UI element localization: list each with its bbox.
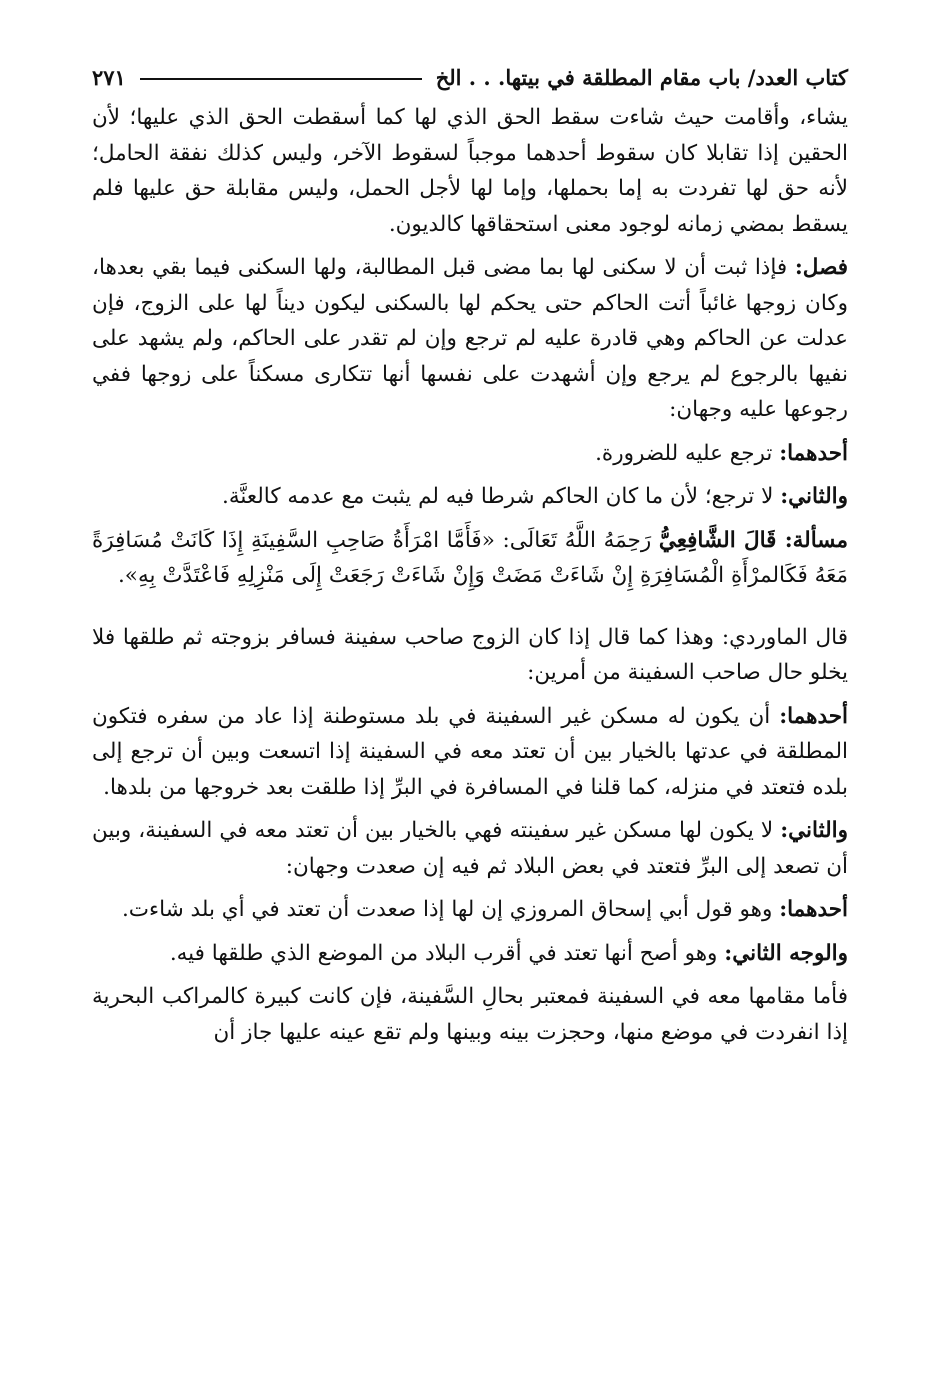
- book-page: [92, 60, 848, 1058]
- paragraph: [92, 100, 848, 242]
- paragraph-lead: أحدهما:: [779, 897, 848, 922]
- paragraph: [92, 479, 848, 515]
- paragraph-lead: أحدهما:: [779, 440, 848, 466]
- paragraph: [92, 892, 848, 928]
- paragraph: [92, 936, 848, 972]
- running-header: [92, 60, 848, 94]
- paragraph-lead: فصل:: [794, 255, 848, 280]
- paragraph: [92, 436, 848, 472]
- paragraph-text: فأما مقامها معه في السفينة فمعتبر بحالِ السَّفينة، فإن كانت كبيرة كالمراكب البحرية إذا انفردت في موضع منها، وحجزت بينه وبينها ولم تقع عينه عليها جاز أن: [92, 984, 848, 1045]
- paragraph-text: قال الماوردي: وهذا كما قال إذا كان الزوج صاحب سفينة فسافر بزوجته ثم طلقها فلا يخلو حال صاحب السفينة من أمرين:: [92, 624, 848, 685]
- paragraph-text: وهو قول أبي إسحاق المروزي إن لها إذا صعدت أن تعتد في أي بلد شاءت.: [121, 897, 773, 922]
- paragraph-text: لا يكون لها مسكن غير سفينته فهي بالخيار بين أن تعتد معه في السفينة، وبين أن تصعد إلى البرِّ فتعتد في بعض البلاد ثم فيه إن صعدت وجهان:: [92, 818, 848, 879]
- paragraph: [92, 813, 848, 884]
- paragraph: [92, 979, 848, 1050]
- paragraph: [92, 523, 848, 594]
- page-number: ٢٧١: [92, 64, 126, 90]
- section-gap: [92, 602, 848, 620]
- paragraph: [92, 620, 848, 691]
- paragraph-text: رَحِمَهُ اللَّهُ تَعَالَى: «فَأَمَّا امْرَأَةُ صَاحِبِ السَّفِينَةِ إِذَا كَانَتْ مُسَافِرَةً مَعَهُ فَكَالمرْأَةِ الْمُسَافِرَةِ إِنْ شَاءَتْ مَضَتْ وَإِنْ شَاءَتْ رَجَعَتْ إِلَى مَنْزِلِهِ فَاعْتَدَّتْ بِهِ».: [92, 527, 848, 588]
- paragraph-text: فإذا ثبت أن لا سكنى لها بما مضى قبل المطالبة، ولها السكنى فيما بقي بعدها، وكان زوجها غائباً أتت الحاكم حتى يحكم لها بالسكنى ليكون ديناً لها على الزوج، فإن عدلت عن الحاكم وهي قادرة عليه لم ترجع وإن لم تقدر على الحاكم، ولم يشهد على نفيها بالرجوع لم يرجع وإن أشهدت على نفسها أنها تتكارى مسكناً على زوجها ففي رجوعها عليه وجهان:: [92, 255, 848, 422]
- chapter-title: كتاب العدد/ باب مقام المطلقة في بيتها. . . الخ: [435, 64, 848, 90]
- paragraph-text: لا ترجع؛ لأن ما كان الحاكم شرطا فيه لم يثبت مع عدمه كالعنَّة.: [222, 484, 774, 509]
- paragraph: [92, 250, 848, 428]
- paragraph-lead: أحدهما:: [779, 703, 848, 729]
- paragraph-lead: والوجه الثاني:: [724, 940, 848, 966]
- paragraph-text: أن يكون له مسكن غير السفينة في بلد مستوطنة إذا عاد من سفره فتكون المطلقة في عدتها بالخيار بين أن تعتد معه في السفينة إذا اتسعت وبين أن ترجع إلى بلده فتعتد في منزله، كما قلنا في المسافرة في البرِّ إذا طلقت بعد خروجها من بلدها.: [92, 703, 848, 800]
- paragraph-text: يشاء، وأقامت حيث شاءت سقط الحق الذي لها كما أسقطت الحق الذي عليها؛ لأن الحقين إذا تقابلا كان سقوط أحدهما موجباً لسقوط الآخر، وليس كذلك نفقة الحامل؛ لأنه حق لها تفردت به إما بحملها، وإما لها لأجل الحمل، وليس مقابلة حق عليها فلم يسقط بمضي زمانه لوجود معنى استحقاقها كالديون.: [92, 105, 848, 237]
- paragraph: [92, 699, 848, 806]
- paragraph-text: وهو أصح أنها تعتد في أقرب البلاد من الموضع الذي طلقها فيه.: [169, 940, 718, 966]
- paragraph-lead: والثاني:: [780, 484, 848, 509]
- page-body: [92, 100, 848, 1050]
- paragraph-lead: مسألة: قَالَ الشَّافِعِيُّ: [658, 527, 848, 553]
- paragraph-lead: والثاني:: [780, 818, 848, 843]
- paragraph-text: ترجع عليه للضرورة.: [595, 440, 773, 466]
- header-rule: [140, 78, 422, 80]
